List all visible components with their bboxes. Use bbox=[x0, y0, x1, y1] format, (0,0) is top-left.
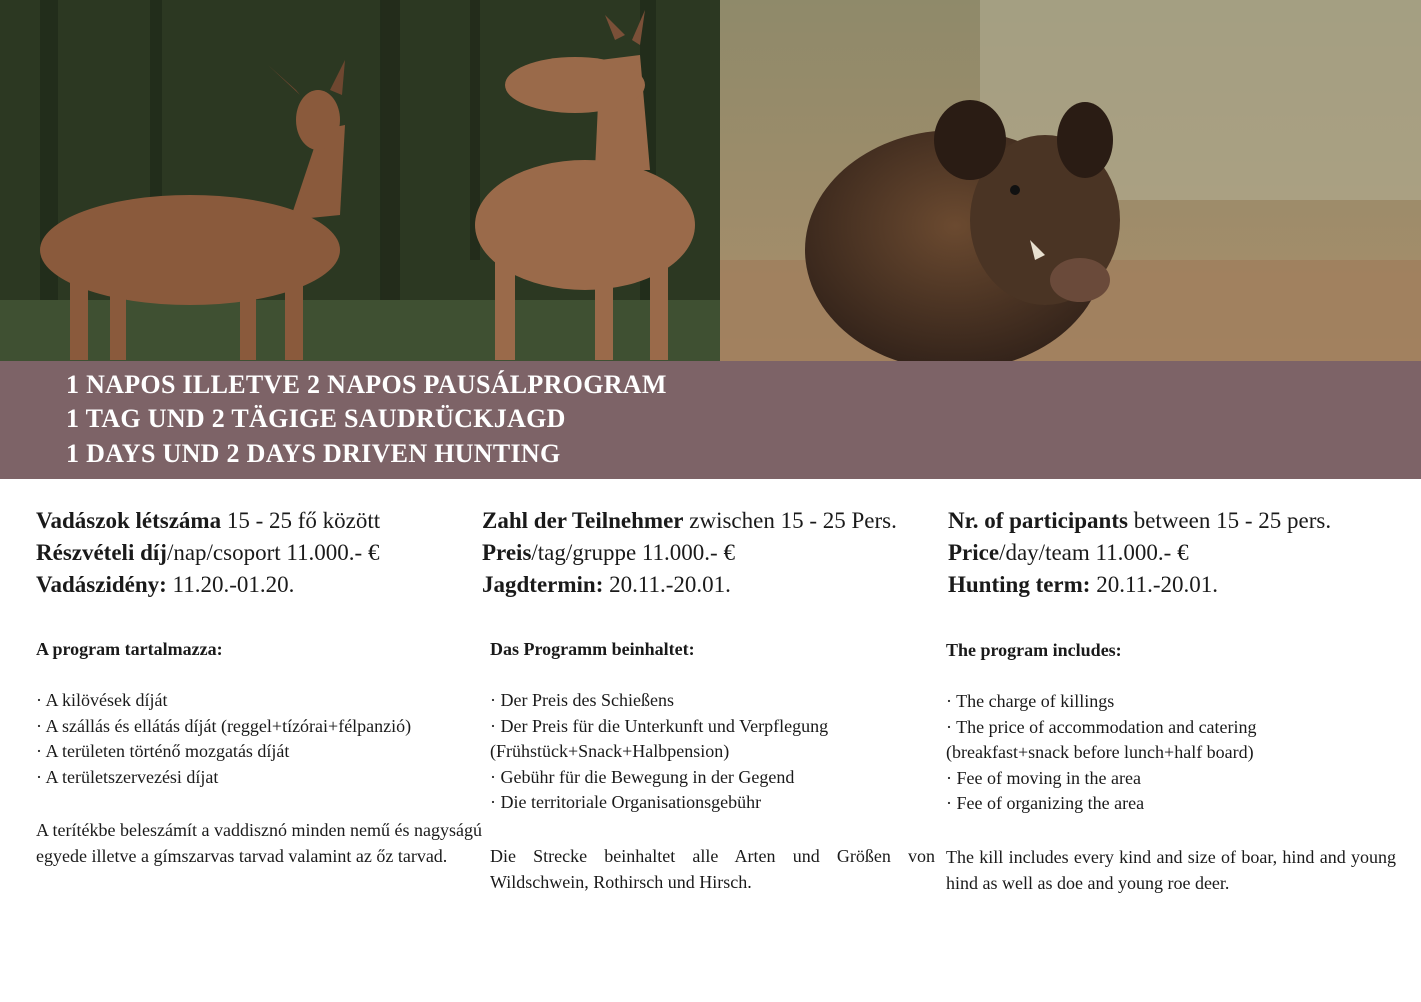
term-label: Vadászidény: bbox=[36, 572, 167, 597]
term-de bbox=[482, 571, 731, 599]
list-item: · Die territoriale Organisationsgebühr bbox=[490, 792, 762, 813]
fee-en bbox=[948, 539, 1189, 567]
list-item: · A szállás és ellátás díját (reggel+tízórai+félpanzió) bbox=[36, 715, 412, 736]
kill-note-en: The kill includes every kind and size of boar, hind and young hind as well as doe and young roe deer. bbox=[946, 847, 1396, 893]
program-list-de bbox=[490, 688, 935, 816]
list-item: · The price of accommodation and catering bbox=[946, 716, 1257, 737]
banner-title-de: 1 TAG UND 2 TÄGIGE SAUDRÜCKJAGD bbox=[66, 404, 566, 433]
term-label: Jagdtermin: bbox=[482, 572, 604, 597]
term-value: 20.11.-20.01. bbox=[603, 572, 731, 597]
participants-label: Zahl der Teilnehmer bbox=[482, 508, 684, 533]
participants-value: between 15 - 25 pers. bbox=[1127, 508, 1332, 533]
program-title-hu: A program tartalmazza: bbox=[36, 639, 223, 659]
list-item: (Frühstück+Snack+Halbpension) bbox=[490, 741, 730, 762]
list-item: · A területszervezési díjat bbox=[36, 766, 219, 787]
banner-title-hu: 1 NAPOS ILLETVE 2 NAPOS PAUSÁLPROGRAM bbox=[66, 370, 667, 399]
fee-label: Price bbox=[948, 540, 1000, 565]
program-list-hu bbox=[36, 688, 482, 790]
participants-en bbox=[948, 507, 1331, 535]
list-item: (breakfast+snack before lunch+half board) bbox=[946, 742, 1254, 763]
participants-de bbox=[482, 507, 897, 535]
kill-note-de: Die Strecke beinhaltet alle Arten und Größen von Wildschwein, Rothirsch und Hirsch. bbox=[490, 846, 935, 892]
term-hu bbox=[36, 571, 294, 599]
program-title-de: Das Programm beinhaltet: bbox=[490, 639, 695, 659]
participants-label: Nr. of participants bbox=[948, 508, 1128, 533]
kill-note-hu: A terítékbe beleszámít a vaddisznó minden nemű és nagyságú egyede illetve a gímszarvas tarvad valamint az őz tarvad. bbox=[36, 820, 482, 866]
hero-illustration bbox=[0, 0, 1421, 361]
fee-label: Részvételi díj bbox=[36, 540, 167, 565]
list-item: · The charge of killings bbox=[946, 691, 1115, 711]
list-item: · Gebühr für die Bewegung in der Gegend bbox=[490, 766, 795, 787]
fee-hu bbox=[36, 539, 379, 567]
list-item: · A területen történő mozgatás díját bbox=[36, 741, 290, 762]
list-item: · A kilövések díját bbox=[36, 690, 168, 710]
list-item: · Der Preis des Schießens bbox=[490, 690, 674, 710]
participants-value: 15 - 25 fő között bbox=[221, 508, 381, 533]
fee-label: Preis bbox=[482, 540, 532, 565]
term-label: Hunting term: bbox=[948, 572, 1091, 597]
fee-value: /day/team 11.000.- € bbox=[999, 540, 1189, 565]
participants-value: zwischen 15 - 25 Pers. bbox=[683, 508, 897, 533]
fee-value: /nap/csoport 11.000.- € bbox=[166, 540, 380, 565]
list-item: · Fee of organizing the area bbox=[946, 793, 1145, 814]
banner-title-en: 1 DAYS UND 2 DAYS DRIVEN HUNTING bbox=[66, 439, 561, 468]
term-en bbox=[948, 571, 1218, 599]
hero-photo bbox=[0, 0, 1421, 361]
program-title-en: The program includes: bbox=[946, 640, 1122, 660]
term-value: 20.11.-20.01. bbox=[1090, 572, 1219, 597]
term-value: 11.20.-01.20. bbox=[166, 572, 295, 597]
list-item: · Fee of moving in the area bbox=[946, 767, 1141, 788]
fee-value: /tag/gruppe 11.000.- € bbox=[531, 540, 735, 565]
participants-label: Vadászok létszáma bbox=[36, 508, 222, 533]
program-list-en bbox=[946, 689, 1396, 817]
fee-de bbox=[482, 539, 735, 567]
participants-hu bbox=[36, 507, 380, 535]
list-item: · Der Preis für die Unterkunft und Verpflegung bbox=[490, 715, 829, 736]
